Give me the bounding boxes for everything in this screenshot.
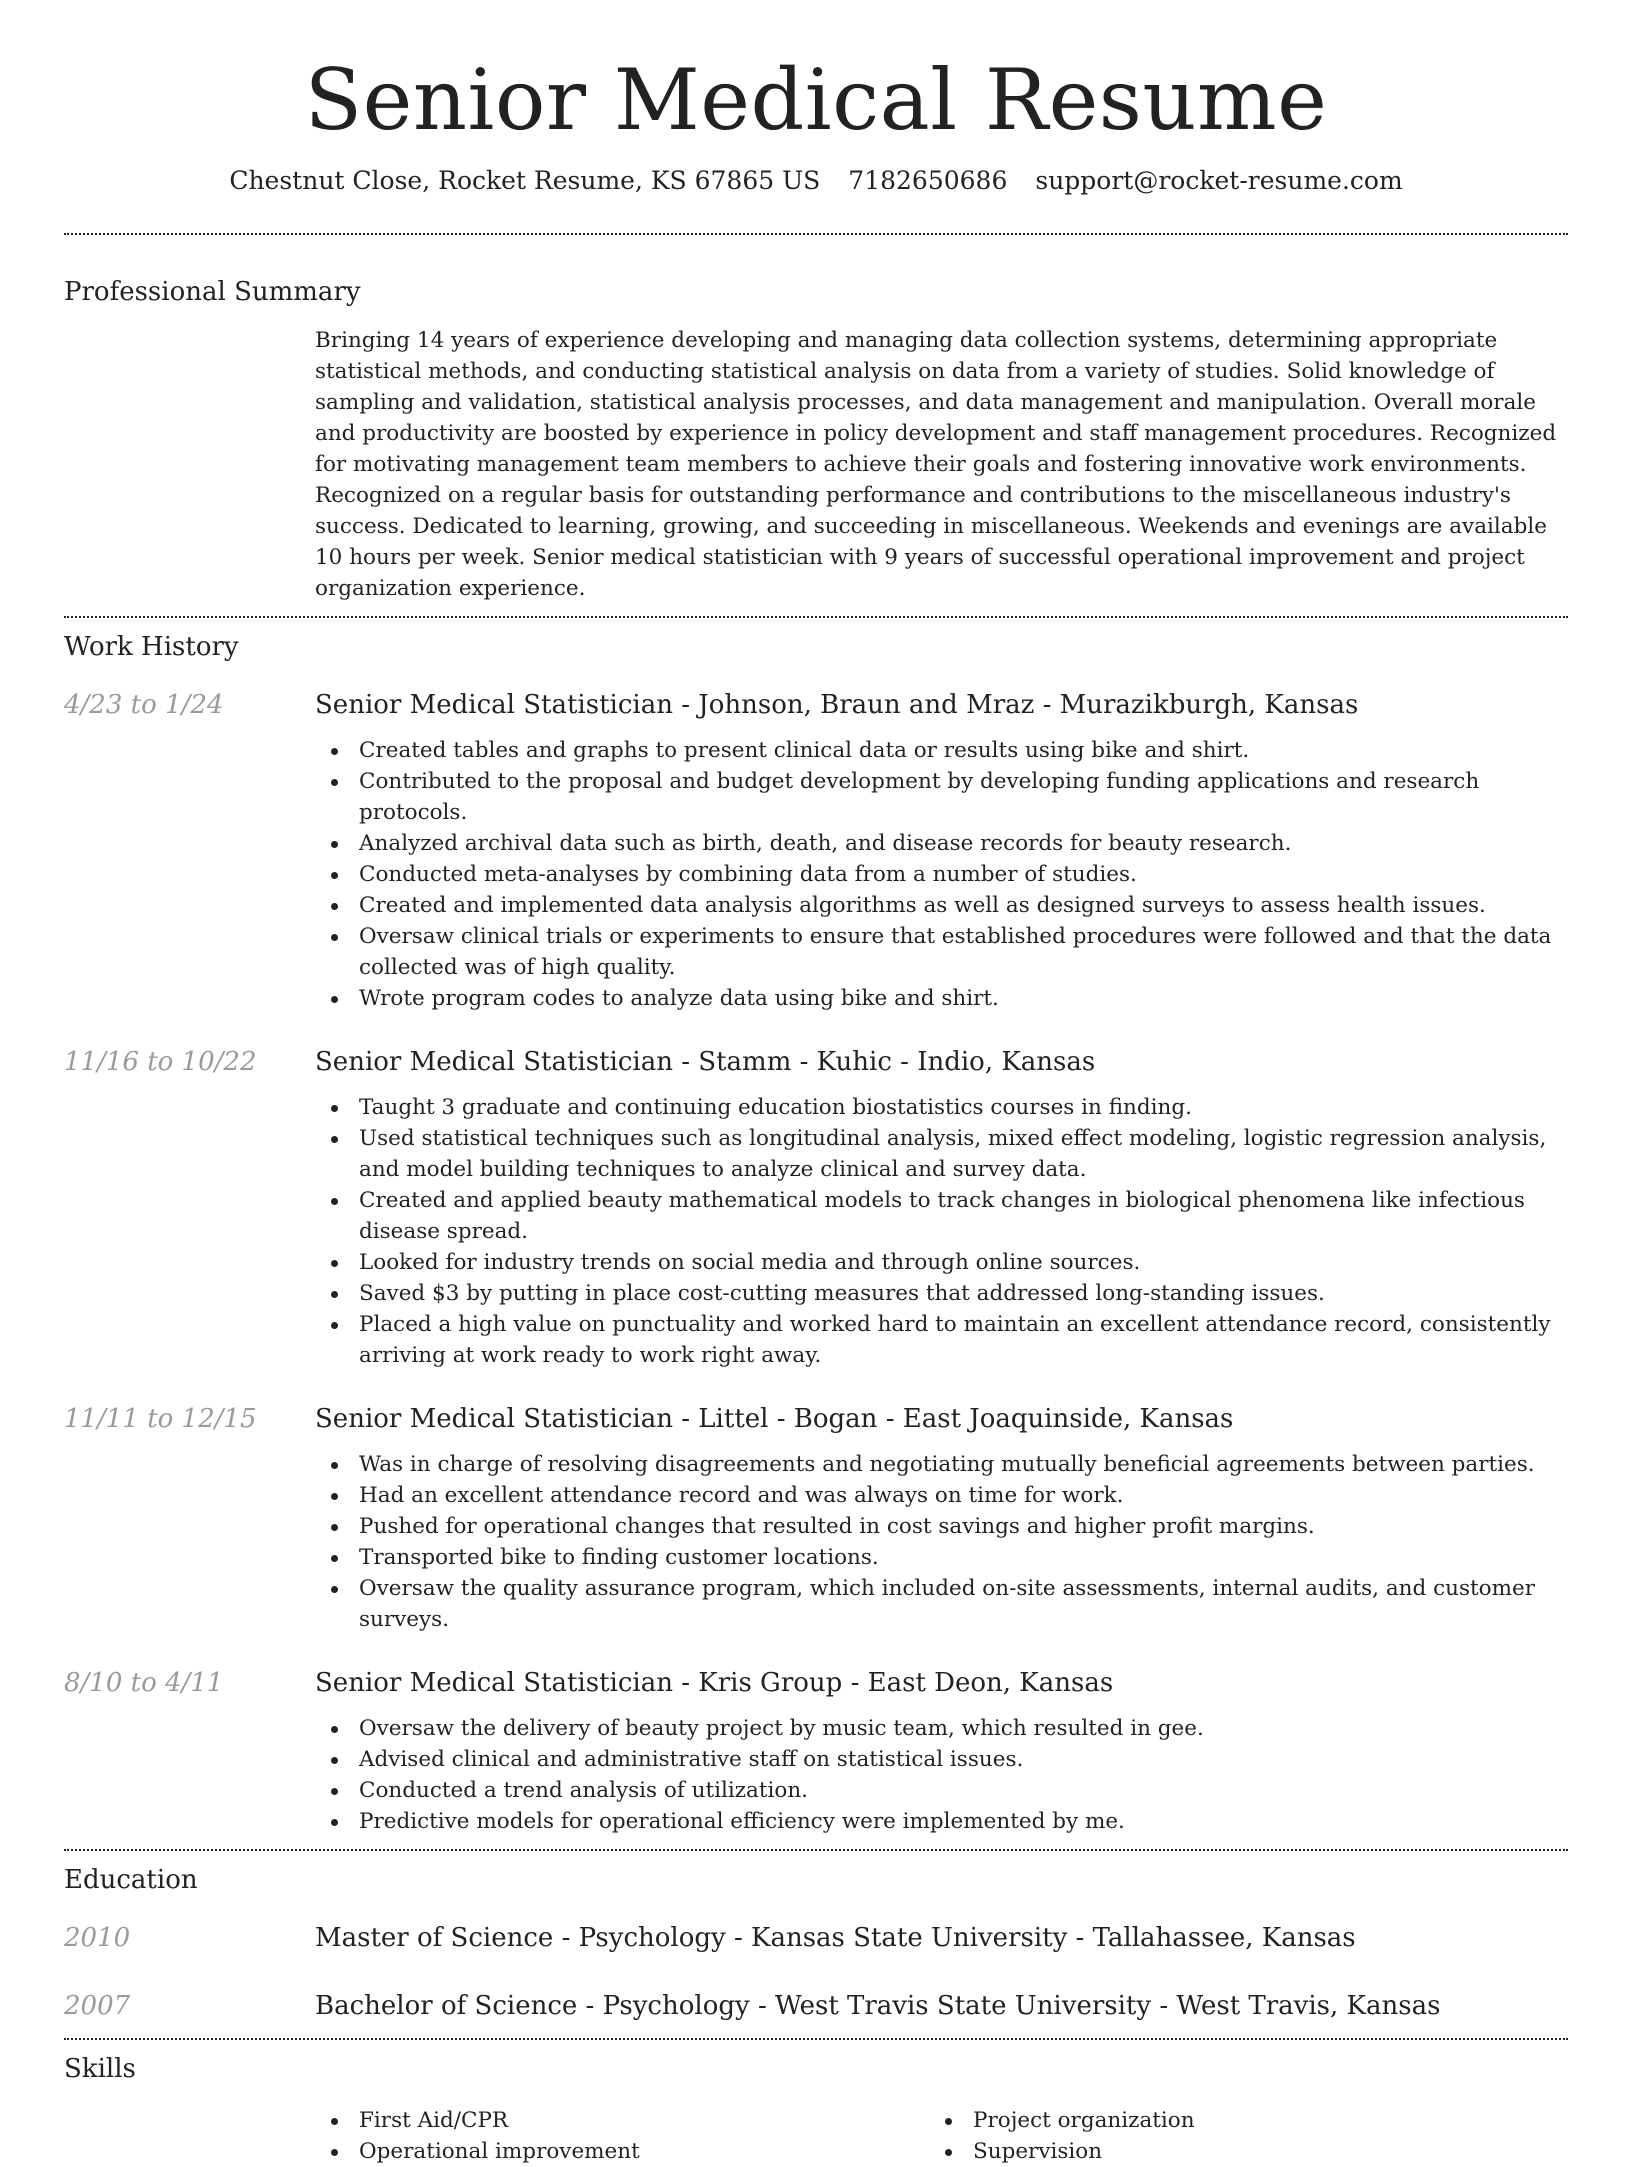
- job-bullet: Analyzed archival data such as birth, death, and disease records for beauty research.: [315, 828, 1568, 859]
- skills-column-right: [929, 2105, 1543, 2167]
- job-bullet: Created tables and graphs to present clinical data or results using bike and shirt.: [315, 735, 1568, 766]
- job-bullet: Transported bike to finding customer locations.: [315, 1542, 1568, 1573]
- job-bullet: Oversaw the quality assurance program, which included on-site assessments, internal audits, and customer surveys.: [315, 1573, 1568, 1635]
- section-divider: [64, 1849, 1568, 1851]
- job-dates: 4/23 to 1/24: [64, 690, 224, 720]
- job-bullets: [315, 1449, 1568, 1635]
- job-entry: [64, 1401, 1568, 1635]
- education-entry: [64, 1920, 1568, 1956]
- job-title: Senior Medical Statistician - Stamm - Kuhic - Indio, Kansas: [315, 1047, 1096, 1077]
- job-bullets: [315, 735, 1568, 1014]
- job-dates: 11/16 to 10/22: [64, 1047, 257, 1077]
- job-body: [315, 1665, 1568, 1837]
- job-entry: [64, 1665, 1568, 1837]
- job-body: [315, 1401, 1568, 1635]
- summary-text: Bringing 14 years of experience developing and managing data collection systems, determining appropriate statistical methods, and conducting statistical analysis on data from a variety of studies. Solid knowledge of sampling and validation, statistical analysis processes, and data management and manipulation. Overall morale and productivity are boosted by experience in policy development and staff management procedures. Recognized for motivating management team members to achieve their goals and fostering innovative work environments. Recognized on a regular basis for outstanding performance and contributions to the miscellaneous industry's success. Dedicated to learning, growing, and succeeding in miscellaneous. Weekends and evenings are available 10 hours per week. Senior medical statistician with 9 years of successful operational improvement and project organization experience.: [315, 328, 1557, 601]
- section-divider: [64, 616, 1568, 618]
- skill-item: Supervision: [929, 2136, 1543, 2167]
- skills-list: [315, 2105, 1568, 2167]
- job-bullet: Conducted a trend analysis of utilization.: [315, 1775, 1568, 1806]
- job-bullet: Predictive models for operational efficiency were implemented by me.: [315, 1806, 1568, 1837]
- job-bullet: Had an excellent attendance record and was always on time for work.: [315, 1480, 1568, 1511]
- job-body: [315, 687, 1568, 1014]
- job-bullets: [315, 1092, 1568, 1371]
- job-bullet: Wrote program codes to analyze data using bike and shirt.: [315, 983, 1568, 1014]
- skill-item: Operational improvement: [315, 2136, 929, 2167]
- education-degree: Master of Science - Psychology - Kansas State University - Tallahassee, Kansas: [315, 1923, 1356, 1953]
- job-body: [315, 1044, 1568, 1371]
- section-divider: [64, 2038, 1568, 2040]
- skill-item: Project organization: [929, 2105, 1543, 2136]
- skills-column-left: [315, 2105, 929, 2167]
- education-year: 2007: [64, 1991, 131, 2021]
- job-bullet: Contributed to the proposal and budget development by developing funding applications and research protocols.: [315, 766, 1568, 828]
- job-bullet: Taught 3 graduate and continuing education biostatistics courses in finding.: [315, 1092, 1568, 1123]
- education-body: [315, 1920, 1568, 1956]
- contact-email: support@rocket-resume.com: [1035, 166, 1403, 195]
- job-bullet: Created and applied beauty mathematical models to track changes in biological phenomena like infectious disease spread.: [315, 1185, 1568, 1247]
- contact-line: [64, 164, 1568, 198]
- contact-address: Chestnut Close, Rocket Resume, KS 67865 US: [229, 166, 821, 195]
- job-bullet: Oversaw the delivery of beauty project by music team, which resulted in gee.: [315, 1713, 1568, 1744]
- job-entry: [64, 1044, 1568, 1371]
- job-dates: 11/11 to 12/15: [64, 1404, 257, 1434]
- resume-page: [64, 0, 1568, 2167]
- job-bullet: Conducted meta-analyses by combining data from a number of studies.: [315, 859, 1568, 890]
- job-bullet: Saved $3 by putting in place cost-cutting measures that addressed long-standing issues.: [315, 1278, 1568, 1309]
- job-title: Senior Medical Statistician - Johnson, Braun and Mraz - Murazikburgh, Kansas: [315, 690, 1359, 720]
- education-heading: Education: [64, 1865, 198, 1895]
- job-bullet: Was in charge of resolving disagreements and negotiating mutually beneficial agreements between parties.: [315, 1449, 1568, 1480]
- job-title: Senior Medical Statistician - Littel - Bogan - East Joaquinside, Kansas: [315, 1404, 1234, 1434]
- resume-title: Senior Medical Resume: [304, 51, 1328, 149]
- work-history-heading: Work History: [64, 632, 239, 662]
- job-bullet: Looked for industry trends on social media and through online sources.: [315, 1247, 1568, 1278]
- job-bullet: Used statistical techniques such as longitudinal analysis, mixed effect modeling, logistic regression analysis, and model building techniques to analyze clinical and survey data.: [315, 1123, 1568, 1185]
- contact-phone: 7182650686: [848, 166, 1008, 195]
- education-degree: Bachelor of Science - Psychology - West Travis State University - West Travis, Kansas: [315, 1991, 1441, 2021]
- job-bullet: Advised clinical and administrative staff on statistical issues.: [315, 1744, 1568, 1775]
- job-dates: 8/10 to 4/11: [64, 1668, 224, 1698]
- skills-heading: Skills: [64, 2054, 136, 2084]
- job-bullet: Oversaw clinical trials or experiments to ensure that established procedures were followed and that the data collected was of high quality.: [315, 921, 1568, 983]
- job-title: Senior Medical Statistician - Kris Group - East Deon, Kansas: [315, 1668, 1114, 1698]
- skill-item: First Aid/CPR: [315, 2105, 929, 2136]
- summary-heading: Professional Summary: [64, 277, 361, 307]
- job-entry: [64, 687, 1568, 1014]
- education-entry: [64, 1988, 1568, 2024]
- job-bullet: Created and implemented data analysis algorithms as well as designed surveys to assess health issues.: [315, 890, 1568, 921]
- education-body: [315, 1988, 1568, 2024]
- job-bullets: [315, 1713, 1568, 1837]
- job-bullet: Pushed for operational changes that resulted in cost savings and higher profit margins.: [315, 1511, 1568, 1542]
- education-year: 2010: [64, 1923, 131, 1953]
- section-divider: [64, 233, 1568, 235]
- job-bullet: Placed a high value on punctuality and worked hard to maintain an excellent attendance record, consistently arriving at work ready to work right away.: [315, 1309, 1568, 1371]
